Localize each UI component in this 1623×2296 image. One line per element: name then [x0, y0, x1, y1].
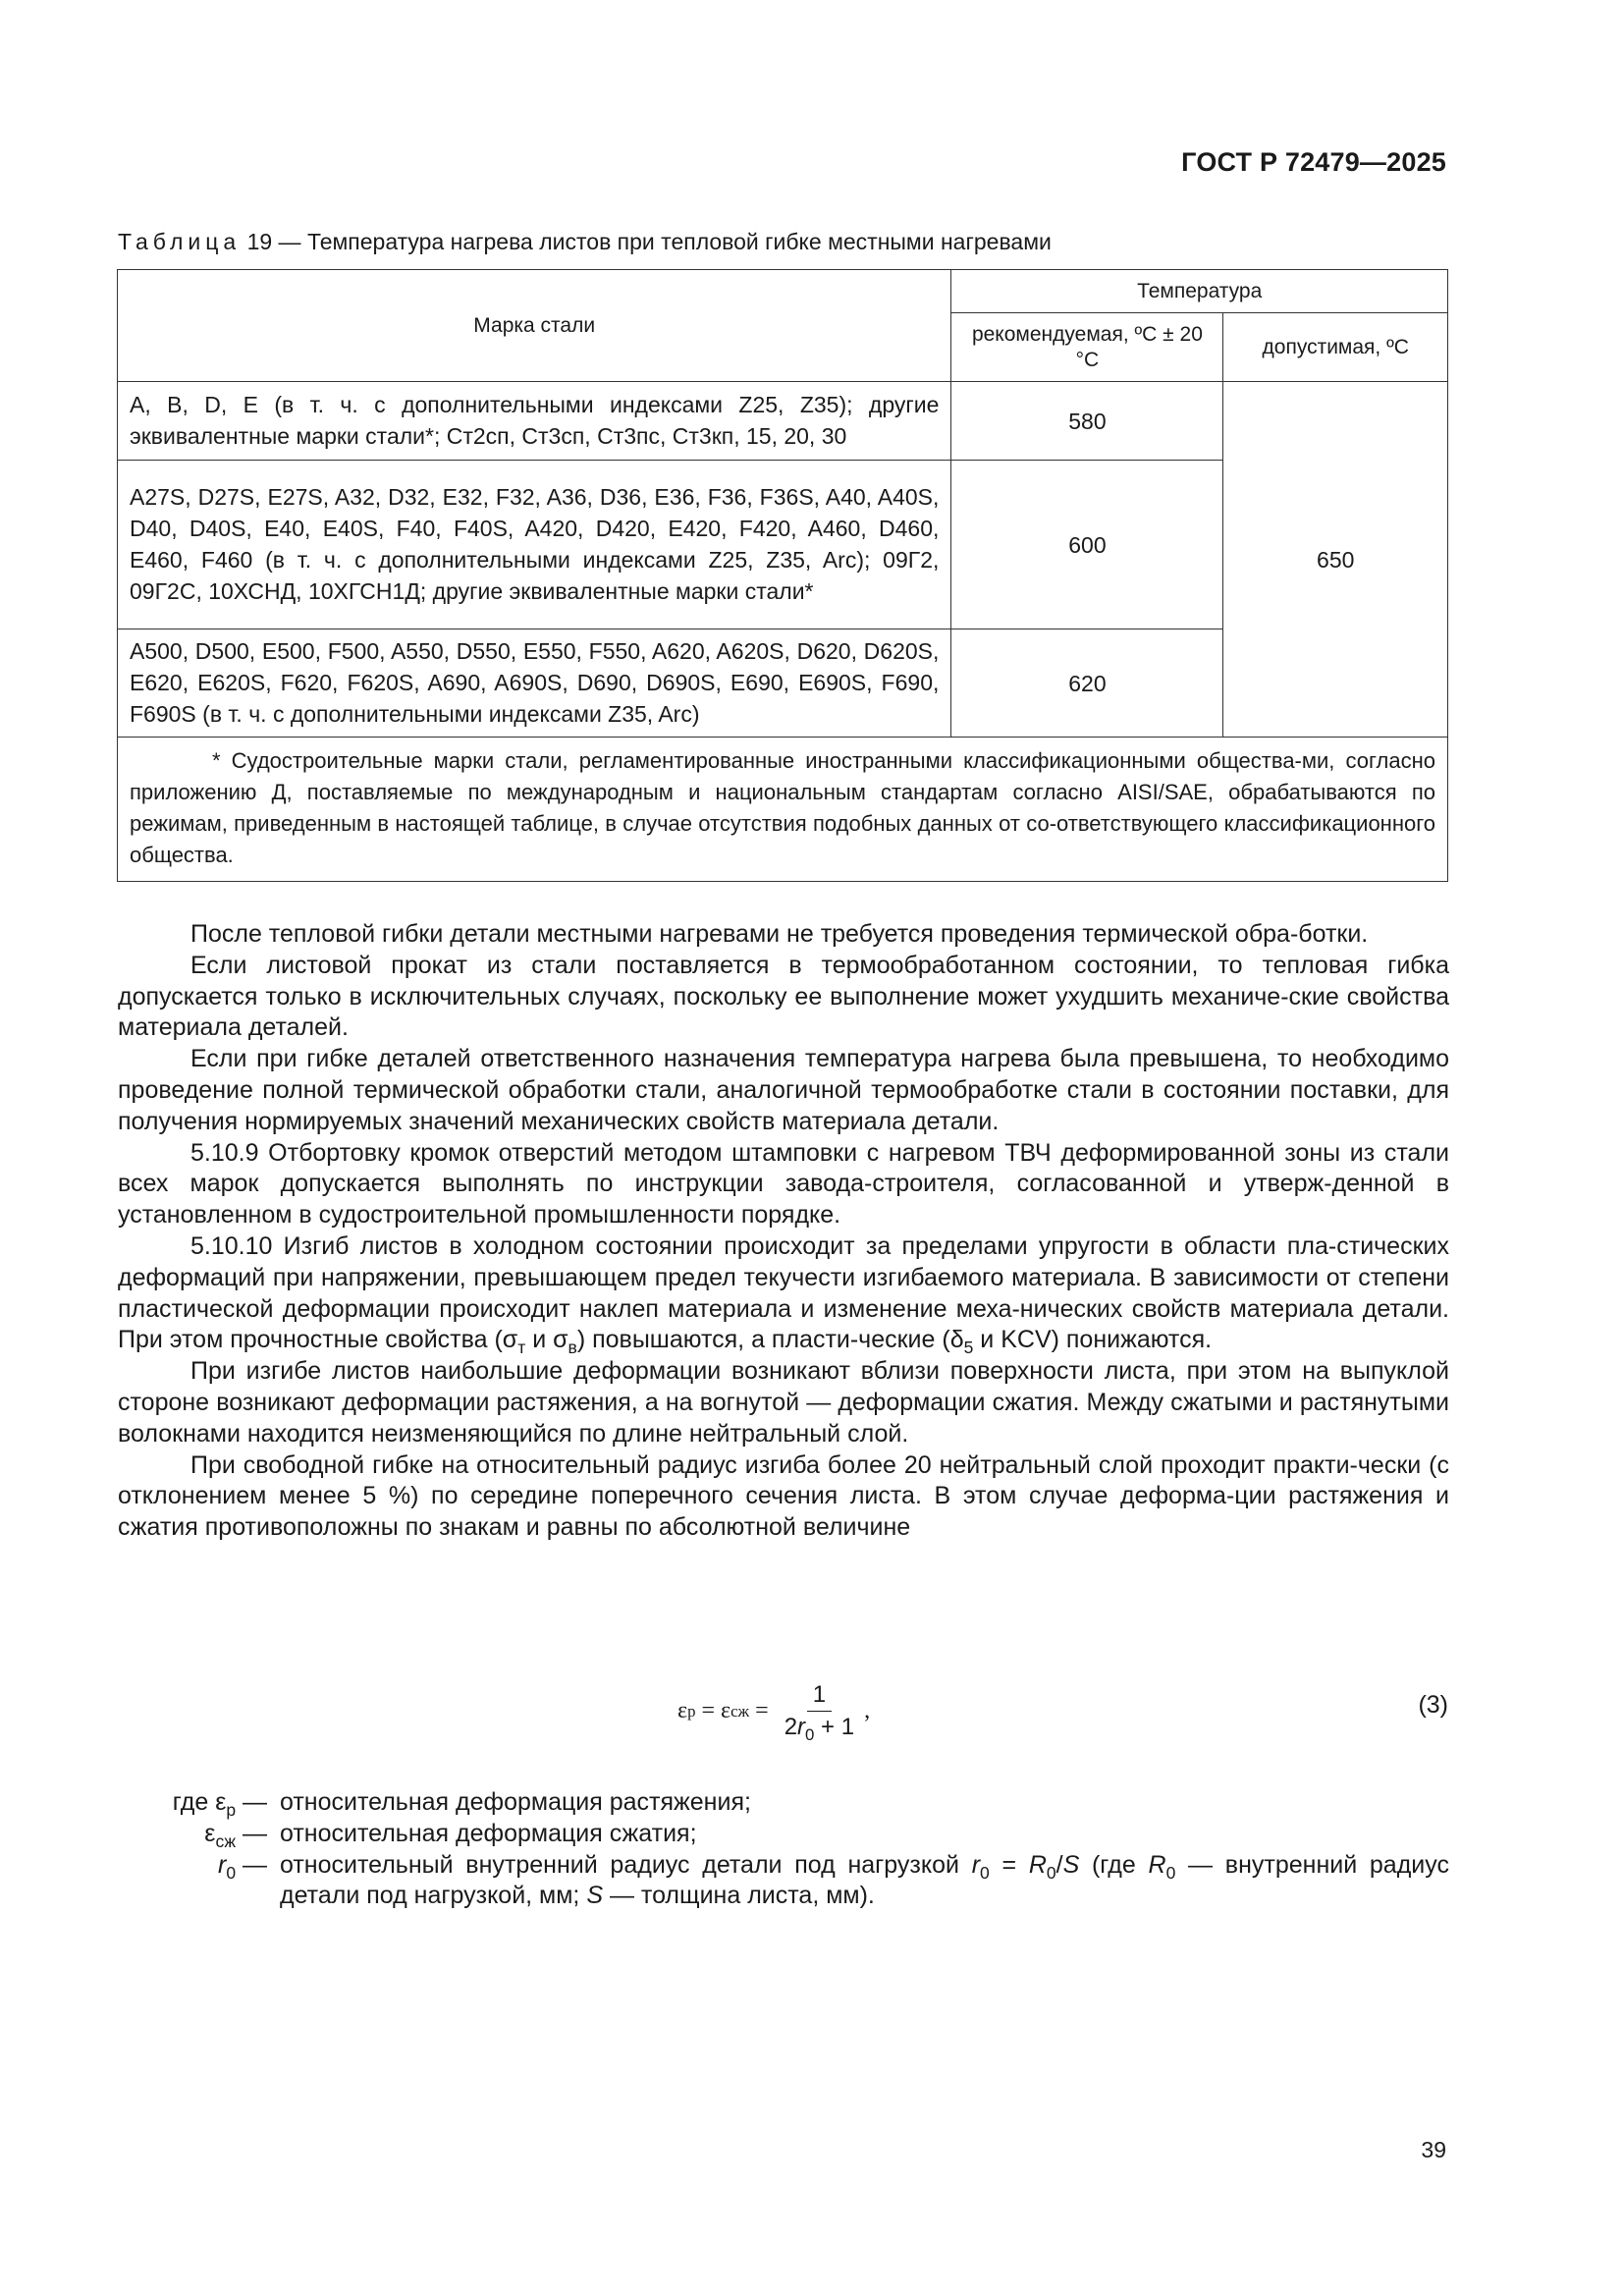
header-temperature: Температура — [951, 270, 1448, 313]
steel-grade-cell: A27S, D27S, E27S, A32, D32, E32, F32, A36, D36, E36, F36, F36S, A40, A40S, D40, D40S, E40, E40S, F40, F40S, A420, D420, E420, F420, A460, D460, E460, F460 (в т. ч. с дополнительными индексами Z25, Z35, Arc); 09Г2, 09Г2С, 10ХСНД, 10ХГСН1Д; другие эквивалентные марки стали* — [118, 461, 951, 629]
allowed-temp-cell: 650 — [1223, 382, 1448, 738]
formula-3: ε р = ε сж = $\frac{1}{2r_0 + 1}$ , — [677, 1681, 871, 1744]
legend-text: / — [1055, 1850, 1063, 1879]
epsilon-symbol: ε — [677, 1698, 688, 1723]
paragraph — [118, 1231, 1449, 1356]
epsilon-symbol: ε — [215, 1788, 227, 1816]
paragraph: Если при гибке деталей ответственного назначения температура нагрева была превышена, то необходимо проведение полной термической обработки стали, аналогичной термообработке стали в состоянии поставки, для получения нормируемых значений механических свойств материала детали. — [118, 1045, 1449, 1135]
subscript: 0 — [226, 1862, 237, 1883]
legend-description: относительная деформация сжатия; — [280, 1819, 697, 1847]
legend-row — [150, 1787, 1449, 1819]
subscript: 0 — [980, 1862, 990, 1883]
standard-header: ГОСТ Р 72479—2025 — [1181, 147, 1446, 177]
legend-description — [280, 1850, 1456, 1913]
header-allowed: допустимая, ºС — [1223, 313, 1448, 382]
paragraph: При свободной гибке на относительный радиус изгиба более 20 нейтральный слой проходит практи-чески (с отклонением менее 5 %) по середине поперечного сечения листа. В этом случае деформа-ции растяжения и сжатия противоположны по знакам и равны по абсолютной величине — [118, 1450, 1449, 1542]
legend-symbol — [150, 1787, 280, 1819]
table-row — [118, 382, 1448, 461]
recommended-temp-cell: 600 — [951, 461, 1223, 629]
fraction-denominator — [779, 1712, 860, 1743]
recommended-temp-cell: 580 — [951, 382, 1223, 461]
legend-text: (где — [1079, 1850, 1149, 1879]
subscript: 5 — [963, 1338, 974, 1358]
table-caption — [118, 229, 1052, 255]
paragraph: При изгибе листов наибольшие деформации возникают вблизи поверхности листа, при этом на выпуклой стороне возникают деформации растяжения, а на вогнутой — деформации сжатия. Между сжатыми и растянутыми волокнами находится неизменяющийся по длине нейтральный слой. — [118, 1357, 1449, 1448]
subscript: сж — [215, 1831, 237, 1851]
legend-lead: где — [172, 1788, 216, 1816]
legend-text: относительный внутренний радиус детали под нагрузкой — [280, 1850, 972, 1879]
legend-row — [150, 1819, 1449, 1850]
subscript: 0 — [1046, 1862, 1056, 1883]
table-footnote — [118, 738, 1448, 882]
legend-dash: — — [236, 1850, 274, 1879]
sigma-symbol: σ — [553, 1326, 568, 1354]
subscript: р — [226, 1800, 237, 1820]
paragraph: 5.10.9 Отбортовку кромок отверстий методом штамповки с нагревом ТВЧ деформированной зоны из стали всех марок допускается выполнять по инструкции завода-строителя, согласованной и утверж-денной в установленном в судостроительной промышленности порядке. — [118, 1138, 1449, 1230]
subscript: т — [517, 1338, 526, 1358]
body-text — [118, 919, 1449, 1544]
epsilon-symbol: ε — [721, 1698, 731, 1723]
r-symbol: r — [971, 1850, 981, 1879]
steel-grade-cell: A, B, D, E (в т. ч. с дополнительными индексами Z25, Z35); другие эквивалентные марки стали*; Ст2сп, Ст3сп, Ст3пс, Ст3кп, 15, 20, 30 — [118, 382, 951, 461]
epsilon-symbol: ε — [204, 1819, 216, 1847]
heating-temperature-table — [117, 269, 1448, 882]
equals-sign: = — [749, 1698, 775, 1723]
R-symbol: R — [1148, 1850, 1166, 1879]
R-symbol: R — [1028, 1850, 1047, 1879]
page-number: 39 — [1421, 2137, 1446, 2162]
where-legend — [150, 1787, 1456, 1912]
steel-grade-cell: A500, D500, E500, F500, A550, D550, E550, F550, A620, A620S, D620, D620S, E620, E620S, F620, F620S, A690, A690S, D690, D690S, E690, E690S, F690, F690S (в т. ч. с дополнительными индексами Z35, Arc) — [118, 629, 951, 738]
table-footnote-row — [118, 738, 1448, 882]
subscript: 0 — [1165, 1862, 1176, 1883]
header-recommended: рекомендуемая, ºС ± 20 °С — [951, 313, 1223, 382]
legend-text: = — [989, 1850, 1029, 1879]
legend-text: — толщина листа, мм). — [603, 1882, 875, 1910]
S-symbol: S — [1062, 1850, 1080, 1879]
legend-text: — внутренний радиус детали под нагрузкой, мм; — [280, 1850, 1456, 1910]
formula-number: (3) — [1418, 1691, 1448, 1719]
legend-description: относительная деформация растяжения; — [280, 1788, 751, 1816]
table-caption-prefix: Таблица — [118, 229, 242, 254]
paragraph-text: 5.10.10 Изгиб листов в холодном состоянии происходит за пределами упругости в области пла-стических деформаций при напряжении, превышающем предел текучести изгибаемого материала. В зависимости от степени пластической деформации происходит наклеп материала и изменение меха-нических свойств материала детали. При этом прочностные свойства ( — [118, 1231, 1449, 1354]
legend-symbol — [150, 1850, 280, 1913]
sigma-symbol: σ — [502, 1326, 518, 1354]
delta-symbol: δ — [949, 1326, 964, 1354]
r-symbol: r — [218, 1850, 227, 1879]
table-caption-text: 19 — Температура нагрева листов при тепловой гибке местными нагревами — [241, 229, 1052, 254]
subscript: 0 — [805, 1725, 815, 1744]
legend-dash: — — [236, 1819, 274, 1847]
paragraph-text: и KCV) понижаются. — [973, 1326, 1213, 1354]
paragraph-text: и — [525, 1326, 554, 1354]
footnote-text: * Судостроительные марки стали, регламентированные иностранными классификационными общества-ми, согласно приложению Д, поставляемые по международным и национальным стандартам согласно AISI/SAE, обрабатываются по режимам, приведенным в настоящей таблице, в случае отсутствия подобных данных от со-ответствующего классификационного общества. — [130, 748, 1435, 867]
header-steel-grade: Марка стали — [118, 270, 951, 382]
denominator-part: 2 — [784, 1714, 798, 1740]
denominator-part: + 1 — [814, 1714, 855, 1740]
denominator-part: r — [797, 1714, 806, 1740]
recommended-temp-cell: 620 — [951, 629, 1223, 738]
legend-row — [150, 1850, 1456, 1913]
legend-symbol — [150, 1819, 280, 1850]
paragraph: Если листовой прокат из стали поставляется в термообработанном состоянии, то тепловая гибка допускается только в исключительных случаях, поскольку ее выполнение может ухудшить механиче-ские свойства материала деталей. — [118, 951, 1449, 1042]
paragraph-text: ) повышаются, а пласти-ческие ( — [576, 1326, 950, 1354]
fraction — [779, 1679, 860, 1743]
paragraph: После тепловой гибки детали местными нагревами не требуется проведения термической обра-ботки. — [190, 920, 1369, 948]
equals-sign: = — [695, 1698, 722, 1723]
formula-comma: , — [864, 1698, 871, 1723]
fraction-numerator: 1 — [807, 1679, 832, 1712]
subscript: в — [568, 1338, 577, 1358]
legend-dash: — — [236, 1788, 274, 1816]
S-symbol: S — [586, 1882, 604, 1910]
